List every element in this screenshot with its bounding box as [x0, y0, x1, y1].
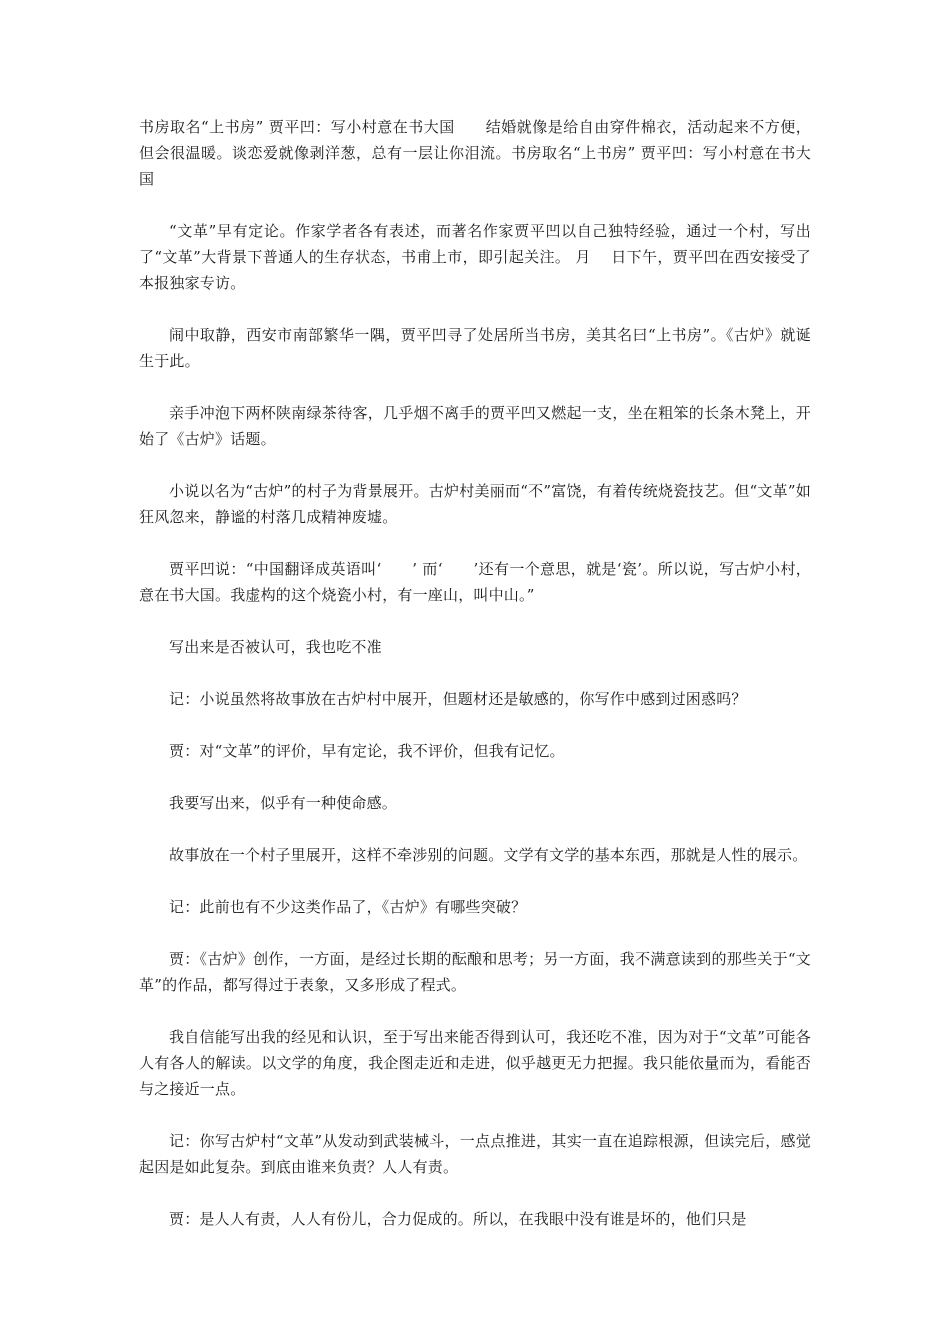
- paragraph-answer: 贾：是人人有责，人人有份儿，合力促成的。所以，在我眼中没有谁是坏的，他们只是: [169, 1210, 747, 1228]
- paragraph: 贾平凹说：“中国翻译成英语叫‘ ’ 而‘ ’还有一个意思，就是‘瓷’。所以说，写古炉小村，意在书大国。我虚构的这个烧瓷小村，有一座山，叫中山。”: [139, 560, 811, 604]
- paragraph: 亲手冲泡下两杯陕南绿茶待客，几乎烟不离手的贾平凹又燃起一支，坐在粗笨的长条木凳上，开始了《古炉》话题。: [139, 404, 811, 448]
- paragraph-question: 记：此前也有不少这类作品了，《古炉》有哪些突破？: [169, 898, 527, 916]
- paragraph: 我自信能写出我的经见和认识，至于写出来能否得到认可，我还吃不准，因为对于“文革”可能各人有各人的解读。以文学的角度，我企图走近和走进，似乎越更无力把握。我只能依量而为，看能否与之接近一点。: [139, 1028, 811, 1098]
- paragraph-answer: 贾：对“文革”的评价，早有定论，我不评价，但我有记忆。: [169, 742, 565, 760]
- article-body: [139, 114, 811, 1258]
- paragraph: 故事放在一个村子里展开，这样不牵涉别的问题。文学有文学的基本东西，那就是人性的展示。: [169, 846, 808, 864]
- paragraph-question: 记：你写古炉村“文革”从发动到武装械斗，一点点推进，其实一直在追踪根源，但读完后，感觉起因是如此复杂。到底由谁来负责？人人有责。: [139, 1132, 811, 1176]
- paragraph: 闹中取静，西安市南部繁华一隅，贾平凹寻了处居所当书房，美其名曰“上书房”。《古炉》就诞生于此。: [139, 326, 811, 370]
- section-heading: 写出来是否被认可，我也吃不准: [169, 638, 382, 656]
- paragraph: “文革”早有定论。作家学者各有表述，而著名作家贾平凹以自己独特经验，通过一个村，写出了“文革”大背景下普通人的生存状态，书甫上市，即引起关注。 月 日下午，贾平凹在西安接受了本报独家专访。: [139, 222, 811, 292]
- paragraph-question: 记：小说虽然将故事放在古炉村中展开，但题材还是敏感的，你写作中感到过困惑吗？: [169, 690, 747, 708]
- paragraph: 小说以名为“古炉”的村子为背景展开。古炉村美丽而“不”富饶，有着传统烧瓷技艺。但“文革”如狂风忽来，静谧的村落几成精神废墟。: [139, 482, 811, 526]
- paragraph-answer: 贾：《古炉》创作，一方面，是经过长期的酝酿和思考；另一方面，我不满意读到的那些关于“文革”的作品，都写得过于表象，又多形成了程式。: [139, 950, 811, 994]
- paragraph: 我要写出来，似乎有一种使命感。: [169, 794, 398, 812]
- paragraph-title-intro: 书房取名“上书房” 贾平凹：写小村意在书大国 结婚就像是给自由穿件棉衣，活动起来不方便，但会很温暖。谈恋爱就像剥洋葱，总有一层让你泪流。书房取名“上书房” 贾平凹：写小村意在书大国: [139, 118, 811, 188]
